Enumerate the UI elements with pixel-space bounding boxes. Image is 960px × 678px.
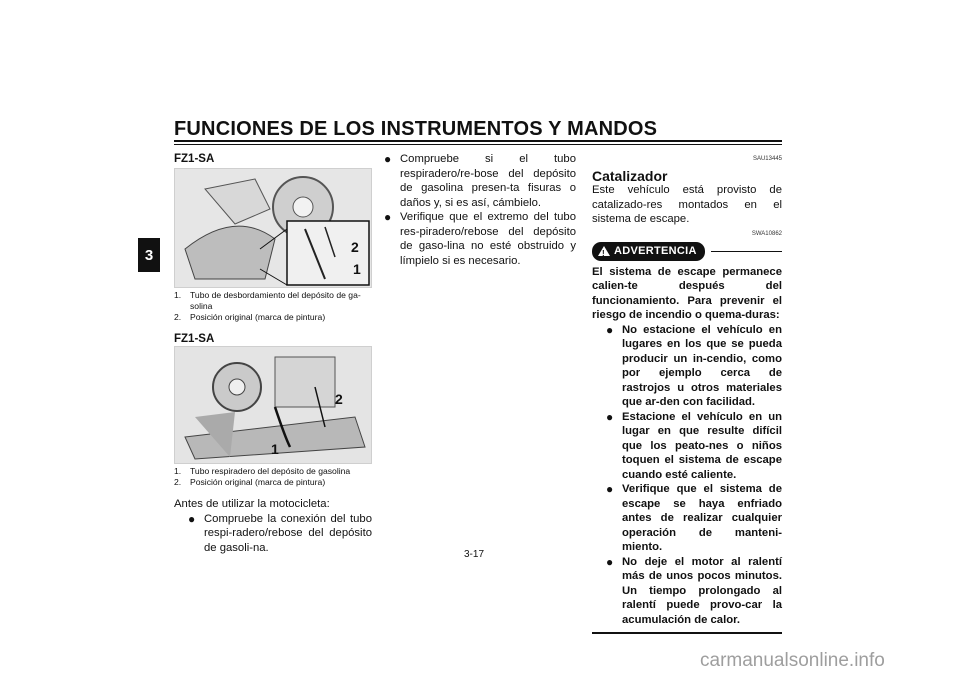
page-header-title: FUNCIONES DE LOS INSTRUMENTOS Y MANDOS [174, 118, 658, 140]
right-column [592, 152, 782, 634]
model-label-2: FZ1-SA [174, 333, 215, 345]
callout-2: 2 [335, 391, 343, 407]
warning-bullet: ● No deje el motor al ralentí más de unos pocos minutos. Un tiempo prolongado al ralentí puede provo-car la acumulación de calor. [606, 554, 782, 626]
bullet-dot-icon: ● [384, 210, 392, 224]
intro-text: Antes de utilizar la motocicleta: [174, 498, 330, 510]
caption-1 [174, 290, 370, 323]
doc-code-1: SAU13445 [752, 156, 782, 162]
warning-bullet: ● No estacione el vehículo en lugares en los que se pueda producir un in-cendio, como por ejemplo cerca de rastrojos u otros materiales que ar-den con facilidad. [606, 322, 782, 408]
bullet-dot-icon: ● [606, 322, 614, 337]
bullet-dot-icon: ● [606, 482, 614, 496]
bullet-dot-icon: ● [606, 554, 614, 569]
bullet-dot-icon: ● [384, 152, 392, 166]
chapter-tab: 3 [138, 238, 160, 272]
warning-text: El sistema de escape permanece calien-te después del funcionamiento. Para prevenir el riesgo de incendio o quema-duras: [592, 265, 782, 321]
warning-header [592, 242, 782, 261]
header-rule-thin [174, 144, 782, 145]
warning-bullet: ● Verifique que el sistema de escape se haya enfriado antes de realizar cualquier operación de manteni-miento. [606, 482, 782, 553]
bullet-item: ● Compruebe si el tubo respiradero/re-bose del depósito de gasolina presen-ta fisuras o daños y, si es así, cámbielo. [384, 152, 576, 209]
photo-breather-tube [174, 346, 372, 464]
bullet-item: ● Verifique que el extremo del tubo res-piradero/rebose del depósito de gaso-lina no esté obstruido y límpielo si es necesario. [384, 210, 576, 267]
model-label-2-wrap [174, 332, 372, 347]
warning-bullet: ● Estacione el vehículo en un lugar en que resulte difícil que los peato-nes o niños toquen el sistema de escape cuando esté caliente. [606, 409, 782, 481]
caption-2 [174, 466, 370, 488]
doc-code-2: SWA10862 [751, 230, 782, 237]
model-label-1: FZ1-SA [174, 153, 215, 165]
page-number: 3-17 [464, 549, 485, 560]
caption-item: 2. Posición original (marca de pintura) [174, 312, 326, 322]
photo-overflow-tube [174, 168, 372, 288]
middle-column [384, 152, 576, 268]
bullet-item: ● Compruebe la conexión del tubo respi-radero/rebose del depósito de gasoli-na. [188, 511, 372, 554]
callout-1: 1 [271, 441, 279, 457]
intro-block [174, 497, 372, 555]
warning-triangle-icon [598, 246, 610, 256]
warning-rule [711, 251, 782, 252]
warning-badge: ! ADVERTENCIA [592, 242, 705, 261]
bullet-dot-icon: ● [188, 511, 196, 526]
left-column [174, 152, 372, 167]
caption-item: 2. Posición original (marca de pintura) [174, 477, 326, 487]
warning-end-rule [592, 632, 782, 634]
section-intro: Este vehículo está provisto de catalizado-res montados en el sistema de escape. [592, 184, 782, 225]
caption-item: 1. Tubo respiradero del depósito de gasolina [174, 466, 351, 476]
header-rule [174, 140, 782, 142]
bullet-dot-icon: ● [606, 409, 614, 424]
watermark: carmanualsonline.info [700, 650, 885, 671]
section-title: Catalizador [592, 167, 668, 184]
callout-2: 2 [351, 239, 359, 255]
engine-illustration-1 [175, 169, 371, 287]
caption-item: 1. Tubo de desbordamiento del depósito de ga-solina [174, 290, 361, 311]
callout-1: 1 [353, 261, 361, 277]
